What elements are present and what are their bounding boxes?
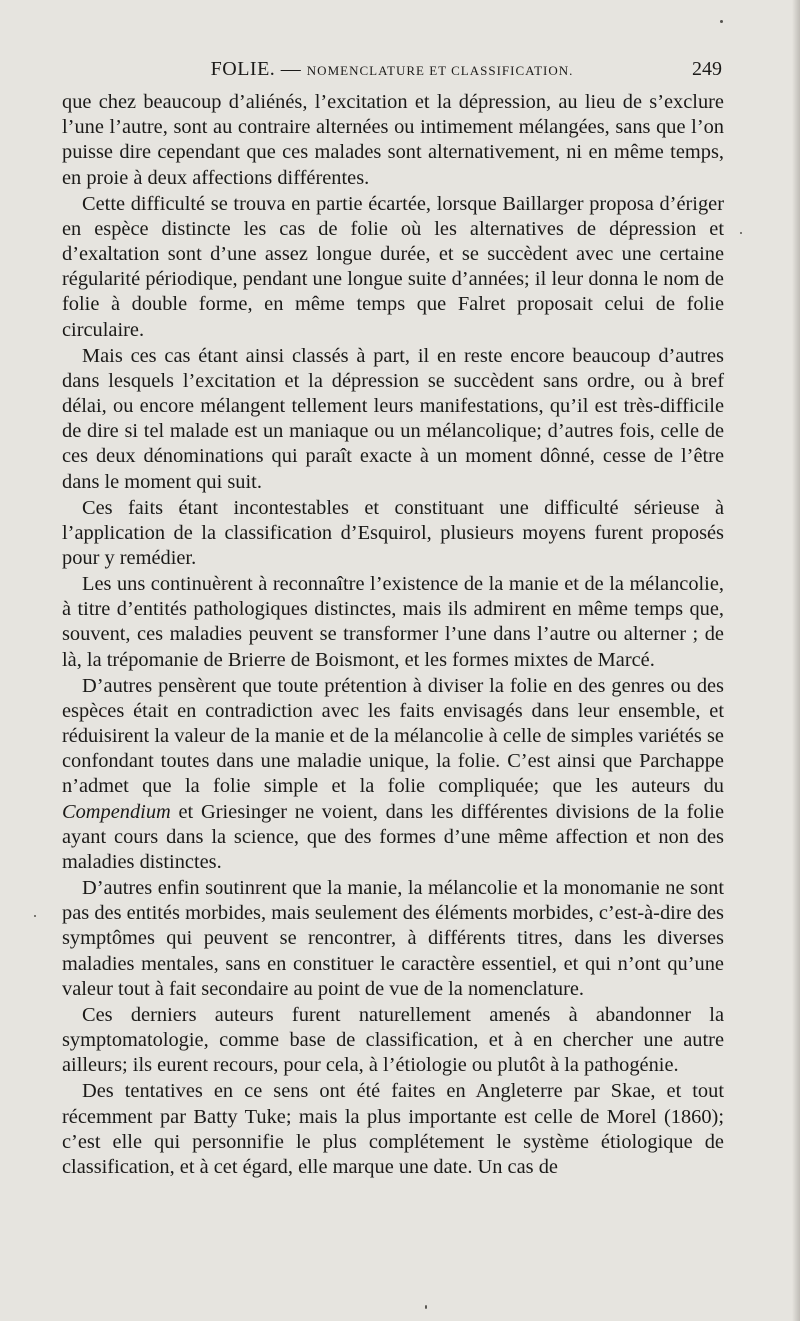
ink-speck (34, 915, 36, 917)
page-number: 249 (692, 58, 722, 80)
paragraph-text: Mais ces cas étant ainsi classés à part, il en reste encore beaucoup d’autres dans lesquels l’excitation et la dépression se succèdent sans ordre, ou à bref délai, ou encore mélangent tellement leurs manifestations, qu’il est très-difficile de dire si tel malade est un maniaque ou un mélancolique; d’autres fois, celle de ces deux dénominations qui paraît exacte à un moment dônné, cesse de l’être dans le moment qui suit. (62, 344, 724, 493)
ink-speck (740, 232, 742, 234)
running-title-sub: NOMENCLATURE ET CLASSIFICATION. (306, 63, 574, 78)
ink-speck (425, 1305, 427, 1309)
paragraph (62, 1003, 724, 1079)
paragraph-text: D’autres pensèrent que toute prétention à diviser la folie en des genres ou des espèces était en contradiction avec les faits envisagés dans leur ensemble, et réduisirent la valeur de la manie et de la mélancolie à celle de simples variétés se confondant toutes dans une maladie unique, la folie. C’est ainsi que Parchappe n’admet que la folie simple et la folie compliquée; que les auteurs du (62, 674, 724, 798)
body-text (62, 90, 724, 1180)
paragraph (62, 192, 724, 343)
paragraph-text: Cette difficulté se trouva en partie écartée, lorsque Baillarger proposa d’ériger en espèce distincte les cas de folie où les alternatives de dépression et d’exaltation sont d’une assez longue durée, et se succèdent avec une certaine régularité périodique, pendant une longue suite d’années; il leur donna le nom de folie à double forme, en même temps que Falret proposait celui de folie circulaire. (62, 192, 724, 341)
paragraph (62, 876, 724, 1002)
ink-speck (720, 20, 723, 23)
italic-title: Compendium (62, 800, 171, 823)
paragraph-text: que chez beaucoup d’aliénés, l’excitation et la dépression, au lieu de s’exclure l’une l’autre, sont au contraire alternées ou intimement mélangées, sans que l’on puisse dire cependant que ces malades sont alternativement, ni en même temps, en proie à deux affections différentes. (62, 91, 724, 189)
paragraph-text: Des tentatives en ce sens ont été faites en Angleterre par Skae, et tout récemment par Batty Tuke; mais la plus importante est celle de Morel (1860); c’est elle qui personnifie le plus complétement le système étiologique de classification, et à cet égard, elle marque une date. Un cas de (62, 1080, 724, 1178)
paragraph (62, 344, 724, 495)
paragraph-text-continued: et Griesinger ne voient, dans les différentes divisions de la folie ayant cours dans la science, que des formes d’une même affection et non des maladies distinctes. (62, 800, 724, 874)
paragraph (62, 90, 724, 191)
page-edge-shadow (792, 0, 800, 1321)
running-title-main: FOLIE. (210, 58, 276, 80)
paragraph (62, 674, 724, 876)
paragraph (62, 496, 724, 572)
running-title (62, 58, 722, 81)
paragraph-text: Ces derniers auteurs furent naturellement amenés à abandonner la symptomatologie, comme base de classification, et à en chercher une autre ailleurs; ils eurent recours, pour cela, à l’étiologie ou plutôt à la pathogénie. (62, 1003, 724, 1077)
paragraph (62, 572, 724, 673)
paragraph-text: D’autres enfin soutinrent que la manie, la mélancolie et la monomanie ne sont pas des entités morbides, mais seulement des éléments morbides, c’est-à-dire des symptômes qui peuvent se rencontrer, à différents titres, dans les diverses maladies mentales, sans en constituer le caractère essentiel, et qui n’ont qu’une valeur tout à fait secondaire au point de vue de la nomenclature. (62, 877, 724, 1000)
running-title-dash: — (280, 58, 302, 80)
running-head (62, 56, 722, 84)
paragraph-text: Ces faits étant incontestables et constituant une difficulté sérieuse à l’application de la classification d’Esquirol, plusieurs moyens furent proposés pour y remédier. (62, 496, 724, 570)
paragraph-text: Les uns continuèrent à reconnaître l’existence de la manie et de la mélancolie, à titre d’entités pathologiques distinctes, mais ils admirent en même temps que, souvent, ces maladies peuvent se transformer l’une dans l’autre ou alterner ; de là, la trépomanie de Brierre de Boismont, et les formes mixtes de Marcé. (62, 573, 724, 671)
paragraph (62, 1079, 724, 1180)
